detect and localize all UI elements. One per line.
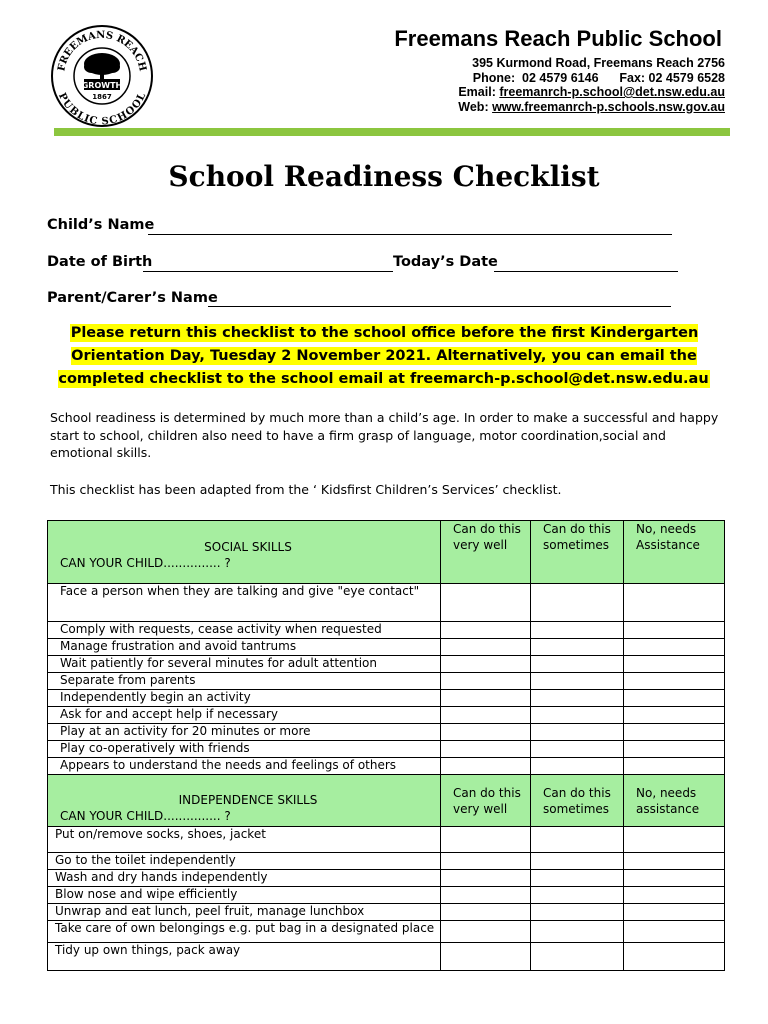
skill-label: Ask for and accept help if necessary (48, 707, 441, 724)
skill-label: Tidy up own things, pack away (48, 943, 441, 971)
skill-label: Independently begin an activity (48, 690, 441, 707)
check-cell-needs-assistance[interactable] (624, 724, 725, 741)
page-title: School Readiness Checklist (168, 160, 600, 193)
check-cell-needs-assistance[interactable] (624, 904, 725, 921)
table-row (48, 690, 725, 707)
skill-label: Play at an activity for 20 minutes or more (48, 724, 441, 741)
col-needs-assistance: No, needs Assistance (624, 521, 725, 584)
skill-label: Play co-operatively with friends (48, 741, 441, 758)
check-cell-sometimes[interactable] (531, 639, 624, 656)
check-cell-sometimes[interactable] (531, 656, 624, 673)
table-row (48, 656, 725, 673)
check-cell-sometimes[interactable] (531, 853, 624, 870)
check-cell-very-well[interactable] (441, 741, 531, 758)
check-cell-sometimes[interactable] (531, 870, 624, 887)
child-name-label: Child’s Name (47, 217, 155, 233)
skill-label: Face a person when they are talking and give "eye contact" (48, 584, 441, 622)
table-row (48, 622, 725, 639)
school-name: Freemans Reach Public School (394, 26, 722, 51)
table-row (48, 724, 725, 741)
check-cell-sometimes[interactable] (531, 584, 624, 622)
social-header-row (48, 521, 725, 584)
check-cell-very-well[interactable] (441, 622, 531, 639)
check-cell-sometimes[interactable] (531, 943, 624, 971)
social-skills-section (48, 521, 725, 775)
table-row (48, 853, 725, 870)
check-cell-very-well[interactable] (441, 853, 531, 870)
adapted-note: This checklist has been adapted from the ‘ Kidsfirst Children’s Services’ checklist. (50, 482, 562, 497)
check-cell-sometimes[interactable] (531, 673, 624, 690)
check-cell-sometimes[interactable] (531, 741, 624, 758)
check-cell-sometimes[interactable] (531, 758, 624, 775)
parent-name-field[interactable] (208, 306, 671, 307)
skill-label: Put on/remove socks, shoes, jacket (48, 827, 441, 853)
check-cell-needs-assistance[interactable] (624, 943, 725, 971)
independence-heading: INDEPENDENCE SKILLS (178, 793, 318, 807)
check-cell-needs-assistance[interactable] (624, 853, 725, 870)
check-cell-very-well[interactable] (441, 921, 531, 943)
check-cell-sometimes[interactable] (531, 887, 624, 904)
check-cell-needs-assistance[interactable] (624, 639, 725, 656)
skill-label: Appears to understand the needs and feelings of others (48, 758, 441, 775)
check-cell-needs-assistance[interactable] (624, 690, 725, 707)
phone-fax: Phone: 02 4579 6146 Fax: 02 4579 6528 (472, 70, 725, 85)
skill-label: Wash and dry hands independently (48, 870, 441, 887)
school-logo (50, 24, 154, 128)
svg-text:PUBLIC SCHOOL: PUBLIC SCHOOL (55, 91, 149, 128)
check-cell-very-well[interactable] (441, 673, 531, 690)
check-cell-sometimes[interactable] (531, 622, 624, 639)
contact-block (458, 56, 725, 114)
intro-paragraph: School readiness is determined by much more than a child’s age. In order to make a successful and happy start to school, children also need to have a firm grasp of language, motor coordination,social and emotional skills. (50, 410, 719, 460)
check-cell-needs-assistance[interactable] (624, 887, 725, 904)
table-row (48, 639, 725, 656)
readiness-checklist-table (47, 520, 725, 971)
check-cell-very-well[interactable] (441, 707, 531, 724)
address: 395 Kurmond Road, Freemans Reach 2756 (472, 56, 725, 70)
tree-icon (84, 53, 120, 81)
today-date-field[interactable] (494, 271, 678, 272)
check-cell-needs-assistance[interactable] (624, 758, 725, 775)
independence-header-row (48, 775, 725, 827)
svg-text:FREEMANS REACH: FREEMANS REACH (56, 29, 148, 73)
email-line: Email: freemanrch-p.school@det.nsw.edu.au (458, 85, 725, 99)
check-cell-very-well[interactable] (441, 690, 531, 707)
check-cell-sometimes[interactable] (531, 724, 624, 741)
skill-label: Comply with requests, cease activity when requested (48, 622, 441, 639)
child-name-field[interactable] (148, 234, 672, 235)
check-cell-very-well[interactable] (441, 943, 531, 971)
table-row (48, 904, 725, 921)
check-cell-very-well[interactable] (441, 656, 531, 673)
check-cell-needs-assistance[interactable] (624, 673, 725, 690)
table-row (48, 673, 725, 690)
check-cell-very-well[interactable] (441, 639, 531, 656)
table-row (48, 827, 725, 853)
check-cell-sometimes[interactable] (531, 904, 624, 921)
web-line: Web: www.freemanrch-p.schools.nsw.gov.au (458, 99, 725, 114)
header-divider (54, 128, 730, 136)
check-cell-needs-assistance[interactable] (624, 656, 725, 673)
skill-label: Manage frustration and avoid tantrums (48, 639, 441, 656)
check-cell-sometimes[interactable] (531, 690, 624, 707)
col-sometimes: Can do this sometimes (531, 521, 624, 584)
check-cell-needs-assistance[interactable] (624, 622, 725, 639)
independence-prompt: CAN YOUR CHILD............... ? (60, 809, 231, 823)
check-cell-needs-assistance[interactable] (624, 921, 725, 943)
independence-skills-section (48, 775, 725, 971)
web-link[interactable]: www.freemanrch-p.schools.nsw.gov.au (492, 99, 725, 114)
check-cell-very-well[interactable] (441, 827, 531, 853)
table-row (48, 741, 725, 758)
col-needs-assistance: No, needs assistance (624, 775, 725, 827)
check-cell-very-well[interactable] (441, 870, 531, 887)
table-row (48, 707, 725, 724)
check-cell-sometimes[interactable] (531, 827, 624, 853)
col-very-well: Can do this very well (441, 521, 531, 584)
check-cell-needs-assistance[interactable] (624, 870, 725, 887)
skill-label: Unwrap and eat lunch, peel fruit, manage lunchbox (48, 904, 441, 921)
skill-label: Separate from parents (48, 673, 441, 690)
check-cell-sometimes[interactable] (531, 707, 624, 724)
check-cell-very-well[interactable] (441, 584, 531, 622)
table-row (48, 870, 725, 887)
svg-text:1867: 1867 (92, 93, 112, 101)
check-cell-very-well[interactable] (441, 887, 531, 904)
svg-text:GROWTH: GROWTH (81, 81, 123, 90)
check-cell-needs-assistance[interactable] (624, 584, 725, 622)
return-notice: Please return this checklist to the school office before the first Kindergarten Orientation Day, Tuesday 2 November 2021. Alternatively, you can email the completed checklist to the school email at freemarch-p.school@det.nsw.edu.au (58, 325, 709, 387)
col-sometimes: Can do this sometimes (531, 775, 624, 827)
table-row (48, 921, 725, 943)
skill-label: Blow nose and wipe efficiently (48, 887, 441, 904)
table-row (48, 887, 725, 904)
check-cell-very-well[interactable] (441, 904, 531, 921)
email-link[interactable]: freemanrch-p.school@det.nsw.edu.au (499, 85, 725, 99)
check-cell-needs-assistance[interactable] (624, 707, 725, 724)
skill-label: Go to the toilet independently (48, 853, 441, 870)
today-date-label: Today’s Date (393, 254, 498, 270)
check-cell-sometimes[interactable] (531, 921, 624, 943)
col-very-well: Can do this very well (441, 775, 531, 827)
table-row (48, 758, 725, 775)
table-row (48, 943, 725, 971)
social-prompt: CAN YOUR CHILD............... ? (60, 556, 231, 570)
parent-name-label: Parent/Carer’s Name (47, 290, 218, 306)
skill-label: Wait patiently for several minutes for adult attention (48, 656, 441, 673)
dob-label: Date of Birth (47, 254, 153, 270)
dob-field[interactable] (143, 271, 393, 272)
check-cell-very-well[interactable] (441, 758, 531, 775)
table-row (48, 584, 725, 622)
skill-label: Take care of own belongings e.g. put bag in a designated place (48, 921, 441, 943)
social-heading: SOCIAL SKILLS (204, 540, 292, 554)
check-cell-very-well[interactable] (441, 724, 531, 741)
check-cell-needs-assistance[interactable] (624, 741, 725, 758)
check-cell-needs-assistance[interactable] (624, 827, 725, 853)
